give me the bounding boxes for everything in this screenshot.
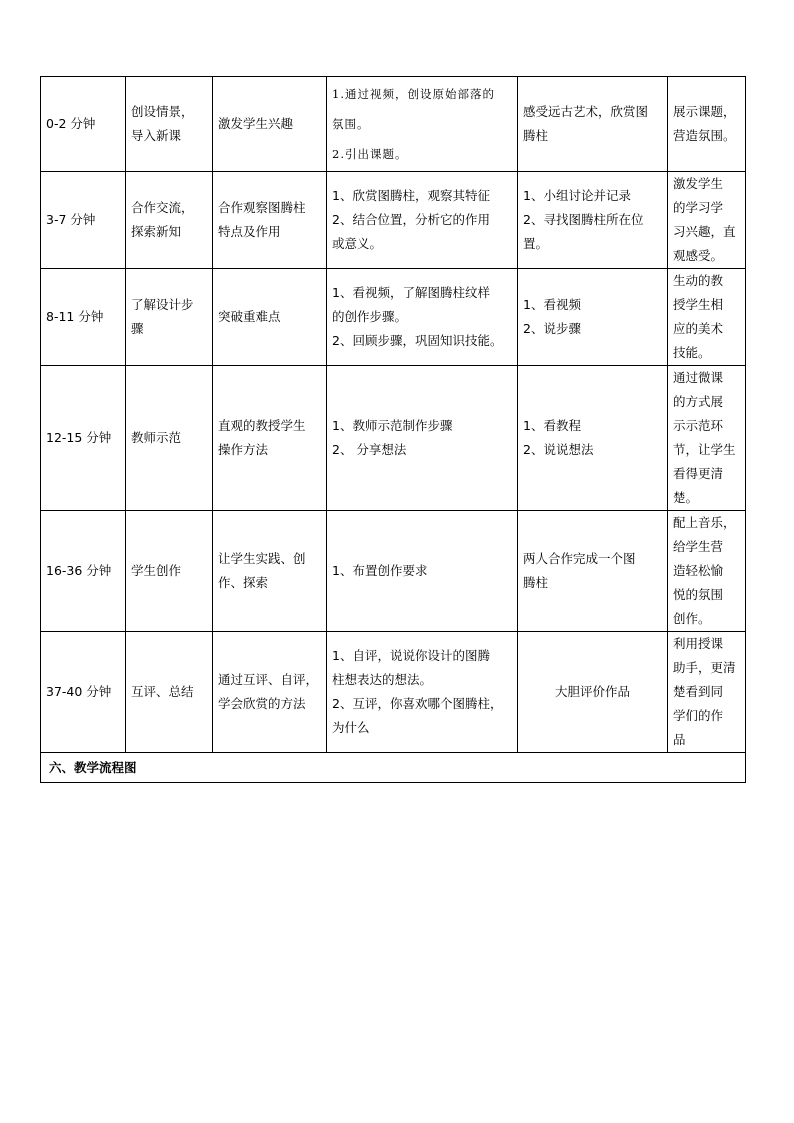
time-cell: 37-40 分钟 [41,632,126,753]
intent-cell: 生动的教 授学生相 应的美术 技能。 [668,269,746,366]
student-activity-cell: 大胆评价作品 [518,632,668,753]
time-cell: 16-36 分钟 [41,511,126,632]
intent-cell: 激发学生 的学习学 习兴趣，直 观感受。 [668,172,746,269]
goal-cell: 合作观察图腾柱 特点及作用 [213,172,327,269]
stage-cell: 学生创作 [126,511,213,632]
table-row [41,632,746,753]
section-row [41,753,746,783]
time-cell: 8-11 分钟 [41,269,126,366]
time-cell: 12-15 分钟 [41,366,126,511]
intent-cell: 利用授课 助手，更清 楚看到同 学们的作 品 [668,632,746,753]
intent-cell: 配上音乐， 给学生营 造轻松愉 悦的氛围 创作。 [668,511,746,632]
teacher-activity-cell: 1、欣赏图腾柱，观察其特征 2、结合位置，分析它的作用 或意义。 [327,172,518,269]
student-activity-cell: 感受远古艺术，欣赏图 腾柱 [518,77,668,172]
table-row [41,511,746,632]
stage-cell: 互评、总结 [126,632,213,753]
goal-cell: 突破重难点 [213,269,327,366]
table-row [41,366,746,511]
table-row [41,77,746,172]
stage-cell: 了解设计步 骤 [126,269,213,366]
intent-cell: 展示课题， 营造氛围。 [668,77,746,172]
time-cell: 0-2 分钟 [41,77,126,172]
stage-cell: 合作交流， 探索新知 [126,172,213,269]
intent-cell: 通过微课 的方式展 示示范环 节，让学生 看得更清 楚。 [668,366,746,511]
student-activity-cell: 1、小组讨论并记录 2、寻找图腾柱所在位 置。 [518,172,668,269]
stage-cell: 教师示范 [126,366,213,511]
table-row [41,269,746,366]
student-activity-cell: 两人合作完成一个图 腾柱 [518,511,668,632]
teacher-activity-cell: 1、布置创作要求 [327,511,518,632]
goal-cell: 激发学生兴趣 [213,77,327,172]
section-title: 六、教学流程图 [41,753,746,783]
student-activity-cell: 1、看视频 2、说步骤 [518,269,668,366]
goal-cell: 通过互评、自评， 学会欣赏的方法 [213,632,327,753]
teacher-activity-cell: 1.通过视频，创设原始部落的 氛围。 2.引出课题。 [327,77,518,172]
student-activity-cell: 1、看教程 2、说说想法 [518,366,668,511]
teacher-activity-cell: 1、自评，说说你设计的图腾 柱想表达的想法。 2、互评，你喜欢哪个图腾柱， 为什么 [327,632,518,753]
time-cell: 3-7 分钟 [41,172,126,269]
lesson-process-table [40,76,746,783]
goal-cell: 让学生实践、创 作、探索 [213,511,327,632]
teacher-activity-cell: 1、教师示范制作步骤 2、 分享想法 [327,366,518,511]
goal-cell: 直观的教授学生 操作方法 [213,366,327,511]
stage-cell: 创设情景， 导入新课 [126,77,213,172]
teacher-activity-cell: 1、看视频，了解图腾柱纹样 的创作步骤。 2、回顾步骤，巩固知识技能。 [327,269,518,366]
table-row [41,172,746,269]
